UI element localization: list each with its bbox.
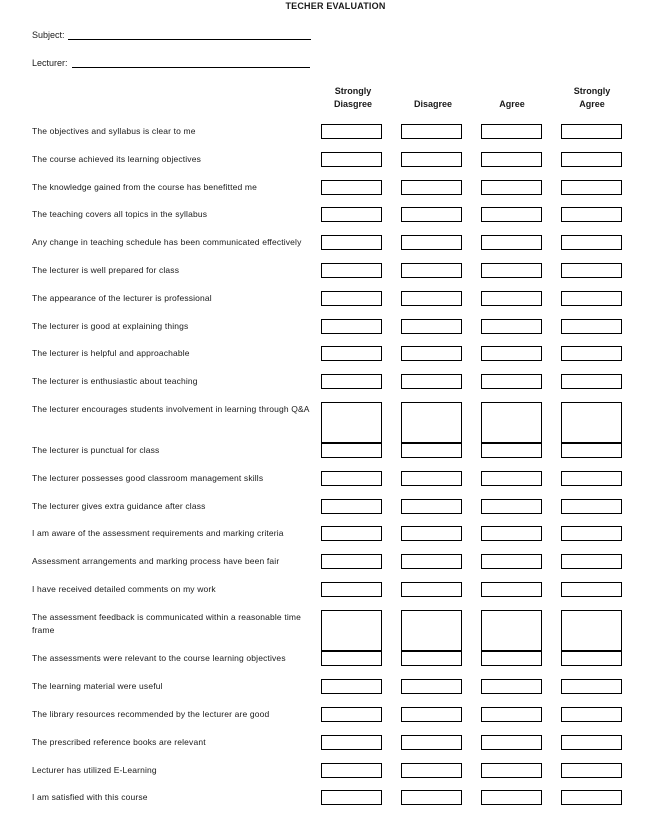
rating-box-disagree[interactable] — [401, 526, 462, 541]
rating-box-strongly-disagree[interactable] — [321, 735, 382, 750]
question-text: The lecturer is enthusiastic about teaching — [32, 376, 198, 386]
rating-box-agree[interactable] — [481, 263, 542, 278]
rating-box-strongly-agree[interactable] — [561, 207, 622, 222]
column-agree-line2: Agree — [499, 99, 525, 109]
rating-box-strongly-disagree[interactable] — [321, 651, 382, 666]
rating-box-strongly-disagree[interactable] — [321, 291, 382, 306]
question-text: The learning material were useful — [32, 681, 163, 691]
rating-box-strongly-disagree[interactable] — [321, 554, 382, 569]
rating-box-agree[interactable] — [481, 346, 542, 361]
rating-box-agree[interactable] — [481, 554, 542, 569]
rating-box-strongly-agree[interactable] — [561, 707, 622, 722]
rating-box-disagree[interactable] — [401, 291, 462, 306]
question-text: I am aware of the assessment requirements and marking criteria — [32, 528, 284, 538]
column-agree — [477, 85, 547, 111]
rating-box-disagree[interactable] — [401, 763, 462, 778]
rating-box-strongly-agree[interactable] — [561, 402, 622, 443]
question-text: Assessment arrangements and marking process have been fair — [32, 556, 280, 566]
rating-box-strongly-agree[interactable] — [561, 735, 622, 750]
rating-box-agree[interactable] — [481, 152, 542, 167]
question-text: The lecturer is punctual for class — [32, 445, 160, 455]
rating-box-strongly-agree[interactable] — [561, 346, 622, 361]
rating-box-agree[interactable] — [481, 790, 542, 805]
rating-box-strongly-disagree[interactable] — [321, 374, 382, 389]
rating-box-strongly-agree[interactable] — [561, 180, 622, 195]
rating-box-disagree[interactable] — [401, 207, 462, 222]
rating-box-strongly-agree[interactable] — [561, 374, 622, 389]
rating-box-agree[interactable] — [481, 124, 542, 139]
rating-box-disagree[interactable] — [401, 152, 462, 167]
rating-box-disagree[interactable] — [401, 443, 462, 458]
rating-box-disagree[interactable] — [401, 346, 462, 361]
rating-box-disagree[interactable] — [401, 610, 462, 651]
question-text: Any change in teaching schedule has been communicated effectively — [32, 237, 302, 247]
rating-box-agree[interactable] — [481, 235, 542, 250]
column-strongly-agree-line1: Strongly — [573, 86, 611, 96]
rating-box-strongly-agree[interactable] — [561, 554, 622, 569]
question-text: I am satisfied with this course — [32, 792, 148, 802]
rating-box-strongly-disagree[interactable] — [321, 526, 382, 541]
rating-box-strongly-agree[interactable] — [561, 235, 622, 250]
column-strongly-disagree-line1: Strongly — [334, 86, 372, 96]
question-text: The knowledge gained from the course has benefitted me — [32, 182, 257, 192]
question-text: The prescribed reference books are relevant — [32, 737, 206, 747]
question-text: The library resources recommended by the lecturer are good — [32, 709, 270, 719]
rating-box-strongly-agree[interactable] — [561, 610, 622, 651]
question-text: The lecturer encourages students involvement in learning through Q&A — [32, 404, 310, 414]
rating-box-agree[interactable] — [481, 763, 542, 778]
rating-box-strongly-agree[interactable] — [561, 152, 622, 167]
rating-box-disagree[interactable] — [401, 651, 462, 666]
rating-box-strongly-agree[interactable] — [561, 790, 622, 805]
column-strongly-agree — [557, 85, 627, 111]
rating-box-disagree[interactable] — [401, 235, 462, 250]
rating-box-strongly-disagree[interactable] — [321, 319, 382, 334]
rating-box-strongly-agree[interactable] — [561, 582, 622, 597]
rating-box-disagree[interactable] — [401, 124, 462, 139]
rating-box-agree[interactable] — [481, 471, 542, 486]
rating-box-strongly-agree[interactable] — [561, 263, 622, 278]
rating-box-agree[interactable] — [481, 651, 542, 666]
subject-field[interactable] — [32, 30, 65, 40]
rating-box-agree[interactable] — [481, 180, 542, 195]
column-agree-line1 — [477, 85, 547, 98]
column-strongly-disagree — [318, 85, 388, 111]
rating-box-disagree[interactable] — [401, 263, 462, 278]
rating-box-strongly-agree[interactable] — [561, 526, 622, 541]
rating-box-disagree[interactable] — [401, 499, 462, 514]
question-text: The assessments were relevant to the course learning objectives — [32, 653, 286, 663]
lecturer-field[interactable] — [32, 58, 68, 68]
rating-box-strongly-agree[interactable] — [561, 679, 622, 694]
rating-box-disagree[interactable] — [401, 319, 462, 334]
form-title: TECHER EVALUATION — [285, 1, 386, 11]
rating-box-disagree[interactable] — [401, 554, 462, 569]
question-text: Lecturer has utilized E-Learning — [32, 765, 157, 775]
rating-box-agree[interactable] — [481, 499, 542, 514]
rating-box-disagree[interactable] — [401, 180, 462, 195]
rating-box-agree[interactable] — [481, 319, 542, 334]
rating-box-strongly-agree[interactable] — [561, 651, 622, 666]
rating-box-disagree[interactable] — [401, 471, 462, 486]
rating-box-strongly-disagree[interactable] — [321, 707, 382, 722]
question-text: The objectives and syllabus is clear to me — [32, 126, 196, 136]
question-text: The lecturer is helpful and approachable — [32, 348, 190, 358]
question-text: The lecturer is good at explaining things — [32, 321, 189, 331]
column-disagree-line2: Disagree — [413, 99, 453, 109]
rating-box-strongly-disagree[interactable] — [321, 763, 382, 778]
question-text: The teaching covers all topics in the syllabus — [32, 209, 208, 219]
rating-box-strongly-disagree[interactable] — [321, 346, 382, 361]
rating-box-disagree[interactable] — [401, 707, 462, 722]
rating-box-strongly-disagree[interactable] — [321, 790, 382, 805]
rating-box-strongly-disagree[interactable] — [321, 235, 382, 250]
column-disagree-line1 — [398, 85, 468, 98]
rating-box-strongly-agree[interactable] — [561, 763, 622, 778]
rating-box-strongly-disagree[interactable] — [321, 443, 382, 458]
rating-box-strongly-disagree[interactable] — [321, 679, 382, 694]
rating-box-agree[interactable] — [481, 679, 542, 694]
rating-box-strongly-disagree[interactable] — [321, 124, 382, 139]
rating-box-strongly-disagree[interactable] — [321, 180, 382, 195]
rating-box-agree[interactable] — [481, 707, 542, 722]
rating-box-strongly-disagree[interactable] — [321, 152, 382, 167]
rating-box-agree[interactable] — [481, 610, 542, 651]
question-text: The assessment feedback is communicated within a reasonable time frame — [32, 612, 301, 635]
rating-box-strongly-disagree[interactable] — [321, 471, 382, 486]
rating-box-strongly-agree[interactable] — [561, 471, 622, 486]
column-strongly-disagree-line2: Diasgree — [333, 99, 373, 109]
subject-line[interactable] — [68, 39, 311, 40]
rating-box-disagree[interactable] — [401, 790, 462, 805]
question-text: The course achieved its learning objectives — [32, 154, 201, 164]
rating-box-disagree[interactable] — [401, 374, 462, 389]
rating-box-disagree[interactable] — [401, 735, 462, 750]
column-strongly-agree-line2: Agree — [579, 99, 605, 109]
rating-box-agree[interactable] — [481, 443, 542, 458]
rating-box-strongly-agree[interactable] — [561, 291, 622, 306]
rating-box-strongly-disagree[interactable] — [321, 582, 382, 597]
rating-box-strongly-disagree[interactable] — [321, 263, 382, 278]
rating-box-strongly-agree[interactable] — [561, 443, 622, 458]
rating-box-disagree[interactable] — [401, 582, 462, 597]
question-text: The lecturer is well prepared for class — [32, 265, 180, 275]
column-disagree — [398, 85, 468, 111]
rating-box-agree[interactable] — [481, 526, 542, 541]
rating-box-strongly-disagree[interactable] — [321, 402, 382, 443]
rating-box-agree[interactable] — [481, 291, 542, 306]
question-text: The lecturer possesses good classroom management skills — [32, 473, 264, 483]
rating-box-strongly-agree[interactable] — [561, 319, 622, 334]
rating-box-strongly-agree[interactable] — [561, 499, 622, 514]
rating-box-strongly-disagree[interactable] — [321, 499, 382, 514]
lecturer-line[interactable] — [72, 67, 310, 68]
lecturer-label: Lecturer: — [32, 58, 68, 68]
rating-box-strongly-agree[interactable] — [561, 124, 622, 139]
rating-box-strongly-disagree[interactable] — [321, 610, 382, 651]
rating-box-agree[interactable] — [481, 207, 542, 222]
rating-box-agree[interactable] — [481, 374, 542, 389]
rating-box-agree[interactable] — [481, 402, 542, 443]
question-text: The appearance of the lecturer is professional — [32, 293, 212, 303]
rating-box-agree[interactable] — [481, 582, 542, 597]
rating-box-disagree[interactable] — [401, 679, 462, 694]
subject-label: Subject: — [32, 30, 65, 40]
question-text: The lecturer gives extra guidance after class — [32, 501, 206, 511]
rating-box-agree[interactable] — [481, 735, 542, 750]
question-text: I have received detailed comments on my work — [32, 584, 216, 594]
rating-box-disagree[interactable] — [401, 402, 462, 443]
rating-box-strongly-disagree[interactable] — [321, 207, 382, 222]
